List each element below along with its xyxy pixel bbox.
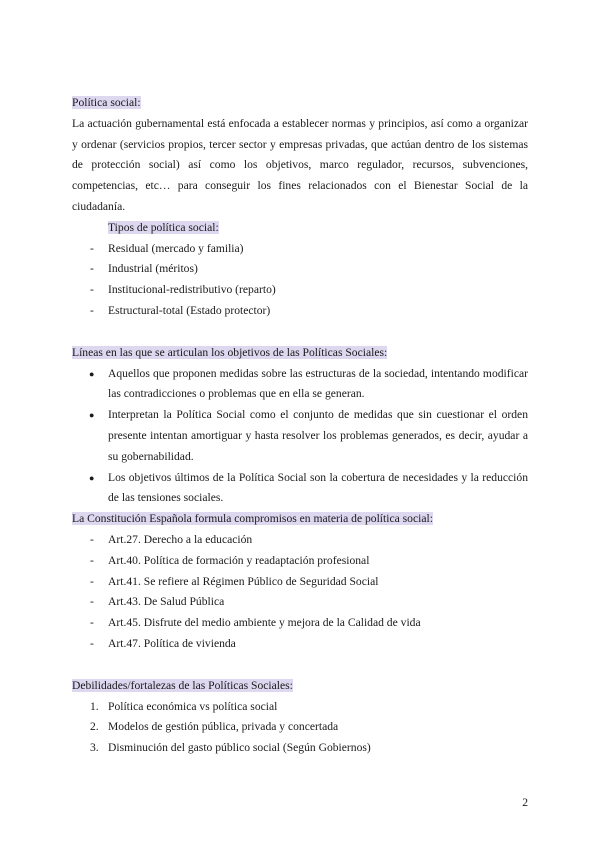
number-marker: 3. bbox=[90, 741, 99, 755]
page-number: 2 bbox=[522, 796, 528, 809]
list-item: 1. Política económica vs política social bbox=[72, 697, 528, 718]
dash-marker: - bbox=[90, 553, 94, 567]
list-item: - Art.47. Política de vivienda bbox=[72, 634, 528, 655]
weaknesses-list bbox=[72, 697, 528, 759]
document-page bbox=[72, 93, 528, 759]
list-item: - Residual (mercado y familia) bbox=[72, 239, 528, 260]
bullet-marker: ● bbox=[89, 472, 95, 483]
list-item: - Art.41. Se refiere al Régimen Público de Seguridad Social bbox=[72, 572, 528, 593]
dash-marker: - bbox=[90, 262, 94, 276]
paragraph: La actuación gubernamental está enfocada a establecer normas y principios, así como a organizar y ordenar (servicios propios, tercer sector y empresas privadas, que actúan dentro de los sistemas de protección social) así como los objetivos, marco regulador, recursos, subvenciones, competencias, etc… para conseguir los fines relacionados con el Bienestar Social de la ciudadanía. bbox=[72, 116, 528, 213]
section-debilidades bbox=[72, 676, 528, 697]
dash-marker: - bbox=[90, 595, 94, 609]
section-lineas bbox=[72, 343, 528, 364]
list-item: - Estructural-total (Estado protector) bbox=[72, 301, 528, 322]
number-marker: 2. bbox=[90, 720, 99, 734]
list-item: ● Interpretan la Política Social como el conjunto de medidas que sin cuestionar el orden presente intentan amortiguar y hasta resolver los problemas generados, es decir, ayudar a su gobernabilidad. bbox=[72, 405, 528, 467]
bullet-marker: ● bbox=[89, 410, 95, 421]
section-constitucion bbox=[72, 509, 528, 530]
list-item: - Industrial (méritos) bbox=[72, 259, 528, 280]
list-item: - Art.45. Disfrute del medio ambiente y mejora de la Calidad de vida bbox=[72, 613, 528, 634]
list-item: 2. Modelos de gestión pública, privada y concertada bbox=[72, 717, 528, 738]
objectives-list bbox=[72, 364, 528, 510]
list-item: ● Los objetivos últimos de la Política Social son la cobertura de necesidades y la reducción de las tensiones sociales. bbox=[72, 468, 528, 510]
subsection-tipos bbox=[72, 218, 528, 239]
dash-marker: - bbox=[90, 241, 94, 255]
section-heading: La Constitución Española formula compromisos en materia de política social: bbox=[72, 512, 433, 526]
list-item: 3. Disminución del gasto público social (Según Gobiernos) bbox=[72, 738, 528, 759]
section-politica-social bbox=[72, 93, 528, 114]
bullet-marker: ● bbox=[89, 368, 95, 379]
subsection-heading: Tipos de política social: bbox=[108, 220, 219, 234]
dash-marker: - bbox=[90, 616, 94, 630]
types-list bbox=[72, 239, 528, 322]
dash-marker: - bbox=[90, 303, 94, 317]
dash-marker: - bbox=[90, 574, 94, 588]
number-marker: 1. bbox=[90, 699, 99, 713]
dash-marker: - bbox=[90, 532, 94, 546]
spacer bbox=[72, 322, 528, 343]
section-heading: Debilidades/fortalezas de las Políticas Sociales: bbox=[72, 678, 293, 692]
dash-marker: - bbox=[90, 636, 94, 650]
section-heading: Líneas en las que se articulan los objetivos de las Políticas Sociales: bbox=[72, 345, 388, 359]
list-item: - Art.40. Política de formación y readaptación profesional bbox=[72, 551, 528, 572]
section-heading: Política social: bbox=[72, 96, 141, 109]
articles-list bbox=[72, 530, 528, 655]
spacer bbox=[72, 655, 528, 676]
list-item: - Art.27. Derecho a la educación bbox=[72, 530, 528, 551]
dash-marker: - bbox=[90, 283, 94, 297]
list-item: - Institucional-redistributivo (reparto) bbox=[72, 280, 528, 301]
list-item: - Art.43. De Salud Pública bbox=[72, 592, 528, 613]
list-item: ● Aquellos que proponen medidas sobre las estructuras de la sociedad, intentando modificar las contradicciones o problemas que en ella se generan. bbox=[72, 364, 528, 406]
